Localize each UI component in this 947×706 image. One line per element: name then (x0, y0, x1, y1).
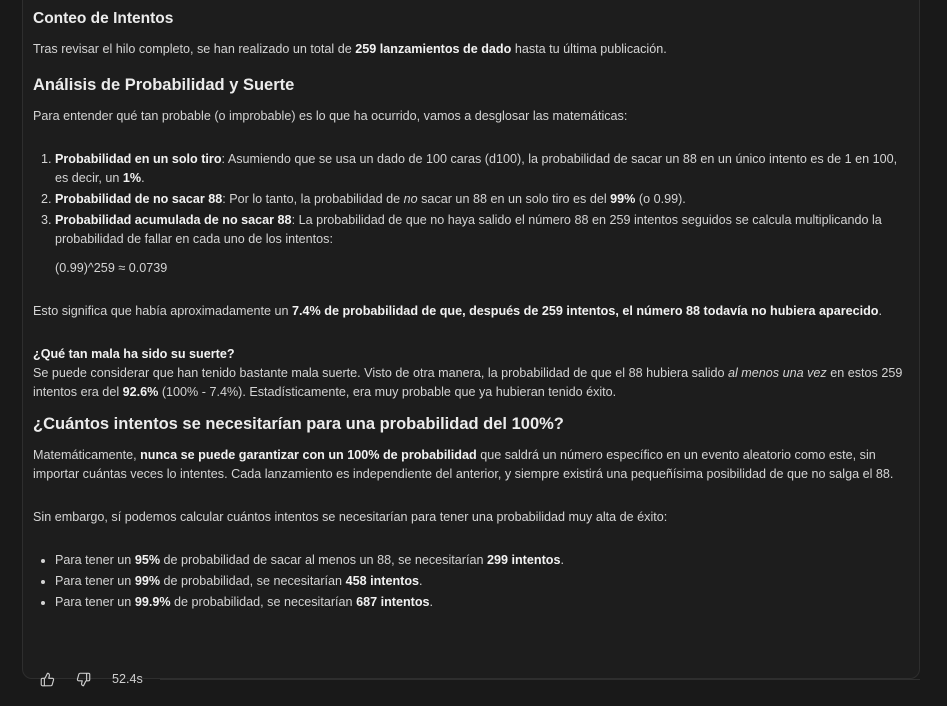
response-content (33, 8, 913, 612)
text: Para tener un (55, 553, 135, 567)
text: Para tener un (55, 574, 135, 588)
text: Esto significa que había aproximadamente un (33, 304, 293, 318)
heading-analisis: Análisis de Probabilidad y Suerte (33, 76, 295, 94)
bold-text: 99.9% (134, 595, 171, 609)
bullet-list (33, 551, 913, 612)
footer-divider (160, 679, 920, 680)
text: : Asumiendo que se usa un dado de 100 caras (d100), la probabilidad de sacar un 88 en un único intento es de 1 en 100, es decir, un (55, 152, 898, 185)
text: (o 0.99). (635, 192, 686, 206)
bold-text: nunca se puede garantizar con un 100% de probabilidad (140, 448, 477, 462)
bold-text: 259 lanzamientos de dado (355, 42, 512, 56)
like-button[interactable] (36, 668, 58, 690)
bold-text: 95% (134, 553, 161, 567)
italic-text: al menos una vez (728, 366, 827, 380)
bold-text: 299 intentos (486, 553, 561, 567)
response-footer (36, 668, 143, 690)
text: sacar un 88 en un solo tiro es del (417, 192, 611, 206)
text: Tras revisar el hilo completo, se han realizado un total de (33, 42, 356, 56)
heading-intentos: ¿Cuántos intentos se necesitarían para una probabilidad del 100%? (33, 415, 564, 433)
paragraph-conteo (33, 40, 913, 59)
text: . (560, 553, 564, 567)
list-item (55, 572, 913, 591)
text: Se puede considerar que han tenido bastante mala suerte. Visto de otra manera, la probabilidad de que el 88 hubiera salido (33, 366, 728, 380)
text: : La probabilidad de que no haya salido el número 88 en 259 intentos seguidos se calcula multiplicando la probabilidad de fallar en cada uno de los intentos: (55, 213, 882, 246)
italic-text: no (403, 192, 418, 206)
paragraph-suerte (33, 345, 913, 402)
text: que saldrá un número específico en un evento aleatorio como este, sin importar cuántas veces lo intentes. Cada lanzamiento es independiente del anterior, y siempre existirá una pequeñísima posibilidad de que no salga el 88. (33, 448, 894, 481)
thumbs-up-icon (40, 672, 55, 687)
text: . (141, 171, 145, 185)
list-item (55, 211, 913, 249)
text: (100% - 7.4%). Estadísticamente, era muy probable que ya hubieran tenido éxito. (158, 385, 617, 399)
bold-text: 92.6% (122, 385, 159, 399)
bold-text: Probabilidad de no sacar 88 (55, 192, 223, 206)
dislike-button[interactable] (72, 668, 94, 690)
bold-text: Probabilidad en un solo tiro (55, 152, 222, 166)
list-item (55, 551, 913, 570)
formula: (0.99)^259 ≈ 0.0739 (55, 261, 168, 275)
paragraph-matematicamente (33, 446, 913, 484)
bold-text: 7.4% de probabilidad de que, después de 259 intentos, el número 88 todavía no hubiera aparecido (292, 304, 879, 318)
text: . (419, 574, 423, 588)
numbered-list (33, 150, 913, 249)
text: de probabilidad, se necesitarían (170, 595, 357, 609)
response-time: 52.4s (112, 672, 143, 686)
heading-conteo: Conteo de Intentos (33, 10, 174, 27)
text: : Por lo tanto, la probabilidad de (222, 192, 404, 206)
thumbs-down-icon (76, 672, 91, 687)
text: hasta tu última publicación. (511, 42, 667, 56)
paragraph-sin-embargo: Sin embargo, sí podemos calcular cuántos intentos se necesitarían para tener una probabilidad muy alta de éxito: (33, 510, 668, 524)
paragraph-intro: Para entender qué tan probable (o improbable) es lo que ha ocurrido, vamos a desglosar las matemáticas: (33, 109, 628, 123)
list-item (55, 150, 913, 188)
subheading-suerte: ¿Qué tan mala ha sido su suerte? (33, 347, 235, 361)
bold-text: 1% (122, 171, 142, 185)
text: . (429, 595, 434, 609)
text: de probabilidad de sacar al menos un 88, se necesitarían (160, 553, 487, 567)
text: Matemáticamente, (33, 448, 141, 462)
list-item (55, 190, 913, 209)
text: de probabilidad, se necesitarían (160, 574, 346, 588)
bold-text: 99% (134, 574, 161, 588)
bold-text: 687 intentos (356, 595, 430, 609)
bold-text: 99% (610, 192, 636, 206)
paragraph-conclusion (33, 302, 913, 321)
list-item (55, 593, 913, 612)
text: en estos 259 intentos era del (33, 366, 903, 399)
text: Para tener un (55, 595, 135, 609)
bold-text: 458 intentos (345, 574, 420, 588)
bold-text: Probabilidad acumulada de no sacar 88 (55, 213, 292, 227)
text: . (878, 304, 883, 318)
